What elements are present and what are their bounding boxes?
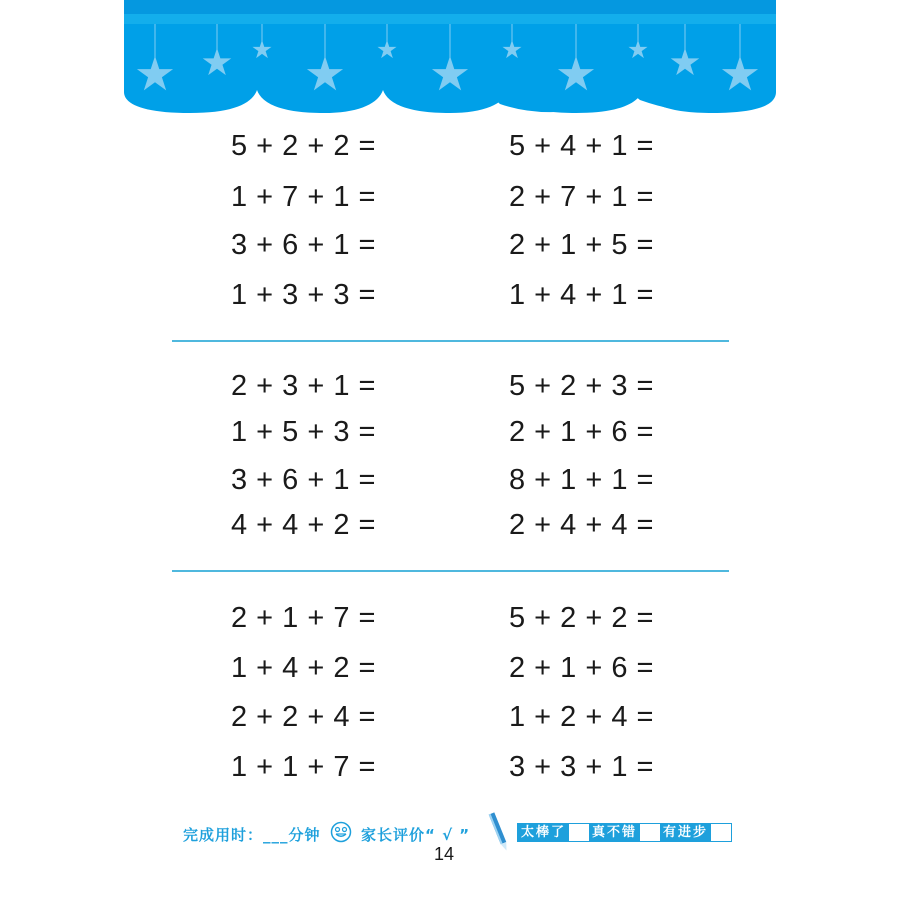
star-garland-banner xyxy=(0,0,900,120)
problem: 1 + 4 + 2 = xyxy=(231,652,376,684)
pencil-icon xyxy=(487,808,511,856)
rating-checkbox-progress[interactable] xyxy=(711,824,731,841)
page-number: 14 xyxy=(434,844,455,864)
problem: 3 + 6 + 1 = xyxy=(231,229,376,261)
rating-label-great: 太棒了 xyxy=(518,824,569,841)
problem: 5 + 2 + 2 = xyxy=(231,130,376,162)
rating-selector xyxy=(517,823,732,842)
section-divider xyxy=(172,340,729,342)
rating-checkbox-good[interactable] xyxy=(640,824,660,841)
problem: 1 + 1 + 7 = xyxy=(231,751,376,783)
section-divider xyxy=(172,570,729,572)
problem: 8 + 1 + 1 = xyxy=(509,464,654,496)
header-banner xyxy=(0,0,900,120)
problem: 2 + 1 + 5 = xyxy=(509,229,654,261)
problem: 2 + 4 + 4 = xyxy=(509,509,654,541)
problem: 3 + 3 + 1 = xyxy=(509,751,654,783)
problem: 2 + 1 + 6 = xyxy=(509,416,654,448)
problem: 1 + 4 + 1 = xyxy=(509,279,654,311)
problem: 2 + 1 + 6 = xyxy=(509,652,654,684)
problem: 4 + 4 + 2 = xyxy=(231,509,376,541)
parent-evaluation-label: 家长评价“ √ ” xyxy=(361,826,471,844)
footer xyxy=(0,812,900,872)
problem: 2 + 7 + 1 = xyxy=(509,181,654,213)
rating-checkbox-great[interactable] xyxy=(569,824,589,841)
problem: 1 + 2 + 4 = xyxy=(509,701,654,733)
problem: 2 + 3 + 1 = xyxy=(231,370,376,402)
rating-label-good: 真不错 xyxy=(589,824,640,841)
problem: 1 + 3 + 3 = xyxy=(231,279,376,311)
smiley-icon xyxy=(330,821,352,843)
completion-time-label: 完成用时：___分钟 xyxy=(183,826,321,844)
problem: 3 + 6 + 1 = xyxy=(231,464,376,496)
problem: 5 + 4 + 1 = xyxy=(509,130,654,162)
rating-label-progress: 有进步 xyxy=(660,824,711,841)
problem: 5 + 2 + 2 = xyxy=(509,602,654,634)
problem: 2 + 1 + 7 = xyxy=(231,602,376,634)
problem: 1 + 7 + 1 = xyxy=(231,181,376,213)
problem: 5 + 2 + 3 = xyxy=(509,370,654,402)
problem: 2 + 2 + 4 = xyxy=(231,701,376,733)
problem: 1 + 5 + 3 = xyxy=(231,416,376,448)
